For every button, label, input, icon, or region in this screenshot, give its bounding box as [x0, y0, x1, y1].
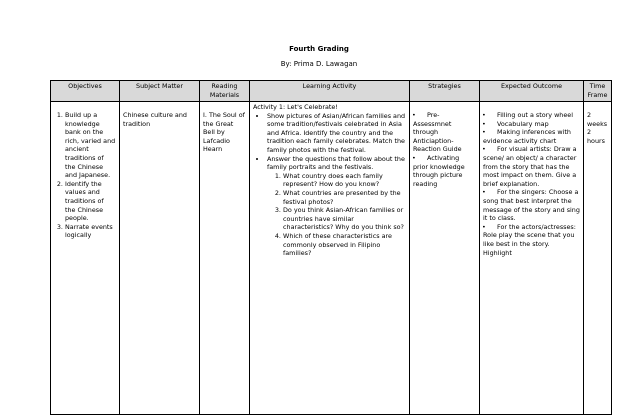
outcome-item: • For the actors/actresses: Role play the scene that you like best in the story. Highlight	[483, 223, 580, 257]
outcome-item: • Vocabulary map	[483, 120, 580, 129]
header-objectives: Objectives	[51, 81, 120, 102]
outcome-item: • Making inferences with evidence activity chart	[483, 128, 580, 145]
header-row	[51, 81, 612, 102]
activity-question: 1. What country does each family represent? How do you know?	[283, 172, 406, 189]
objective-item: 3. Narrate events logically	[65, 223, 116, 240]
learning-activity-cell	[250, 102, 410, 415]
activity-question: 3. Do you think Asian-African families or countries have similar characteristics? Why do you think so?	[283, 206, 406, 232]
header-time-frame: Time Frame	[584, 81, 612, 102]
expected-outcome-cell	[480, 102, 584, 415]
strategies-cell	[410, 102, 480, 415]
outcome-item: • For the singers: Choose a song that best interpret the message of the story and sing it to class.	[483, 188, 580, 222]
subject-matter-cell: Chinese culture and tradition	[120, 102, 200, 415]
document-title: Fourth Grading	[289, 45, 349, 53]
strategy-item: • Pre-Assessmnet through Anticiaption-Reaction Guide	[413, 111, 476, 154]
header-subject-matter: Subject Matter	[120, 81, 200, 102]
reading-materials-cell: I. The Soul of the Great Bell by Lafcadio Hearn	[200, 102, 250, 415]
outcome-item: • Filling out a story wheel	[483, 111, 580, 120]
header-expected-outcome: Expected Outcome	[480, 81, 584, 102]
activity-heading: Activity 1: Let's Celebrate!	[253, 103, 338, 111]
header-strategies: Strategies	[410, 81, 480, 102]
objective-item: 1. Build up a knowledge bank on the rich, varied and ancient traditions of the Chinese and Japanese.	[65, 111, 116, 180]
activity-question: 2. What countries are presented by the festival photos?	[283, 189, 406, 206]
objective-item: 2. Identify the values and traditions of the Chinese people.	[65, 180, 116, 223]
activity-bullet: • Show pictures of Asian/African families and some tradition/festivals celebrated in Asia and Africa. Identify the country and the tradition each family celebrates. Match the family photos with the festival.	[267, 112, 406, 155]
time-frame-cell: 2 weeks 2 hours	[584, 102, 612, 415]
strategy-item: • Activating prior knowledge through picture reading	[413, 154, 476, 188]
lesson-plan-table	[50, 80, 612, 415]
header-reading-materials: Reading Materials	[200, 81, 250, 102]
table-row	[51, 102, 612, 415]
activity-bullet-text: Answer the questions that follow about the family portraits and the festivals.	[267, 154, 405, 172]
activity-bullet	[267, 155, 406, 258]
objectives-cell	[51, 102, 120, 415]
outcome-item: • For visual artists: Draw a scene/ an object/ a character from the story that has the most impact on them. Give a brief explanation.	[483, 145, 580, 188]
document-author: By: Prima D. Lawagan	[280, 60, 358, 68]
activity-question: 4. Which of these characteristics are commonly observed in Filipino families?	[283, 232, 406, 258]
header-learning-activity: Learning Activity	[250, 81, 410, 102]
